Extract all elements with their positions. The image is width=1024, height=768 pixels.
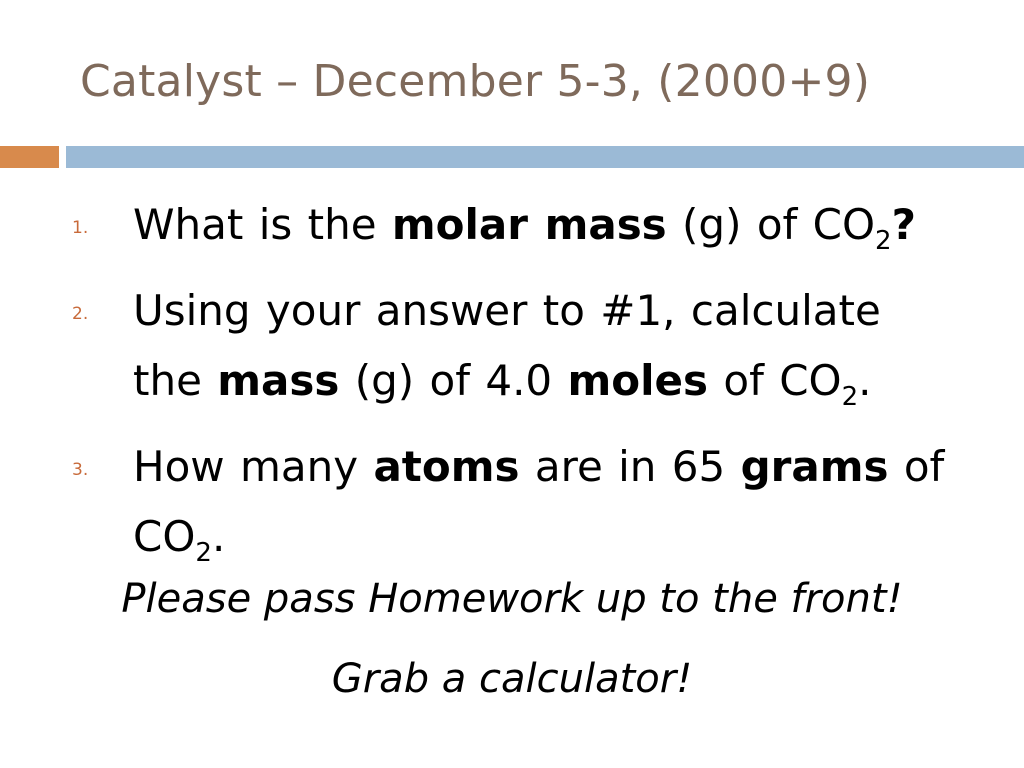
item-number: 3.: [72, 460, 89, 480]
text-fragment: How many: [133, 442, 374, 491]
calculator-reminder: Grab a calculator!: [331, 656, 693, 702]
question-item-1: [0, 190, 1024, 260]
text-fragment: of CO: [708, 356, 842, 405]
question-item-3: [0, 432, 1024, 572]
text-fragment: (g) of 4.0: [339, 356, 568, 405]
homework-reminder: Please pass Homework up to the front!: [121, 576, 903, 622]
item-number: 1.: [72, 218, 89, 238]
bold-term: moles: [567, 356, 709, 405]
text-fragment: ?: [891, 200, 916, 249]
question-text: [133, 432, 1000, 572]
accent-bar-left: [0, 146, 59, 168]
text-fragment: are in 65: [519, 442, 741, 491]
bold-term: atoms: [373, 442, 520, 491]
question-list: [0, 190, 1024, 588]
question-item-2: [0, 276, 1024, 416]
text-fragment: the: [133, 356, 218, 405]
slide-title: Catalyst – December 5-3, (2000+9): [80, 56, 871, 107]
bold-term: mass: [217, 356, 340, 405]
subscript: 2: [841, 382, 859, 412]
bold-term: grams: [740, 442, 889, 491]
subscript: 2: [875, 226, 892, 256]
text-fragment: (g) of CO: [666, 200, 876, 249]
text-fragment: Using your answer to #1, calculate: [133, 286, 881, 335]
bold-term: molar mass: [391, 200, 667, 249]
text-fragment: What is the: [133, 200, 392, 249]
question-text: [133, 190, 1000, 260]
item-number: 2.: [72, 304, 89, 324]
text-fragment: .: [858, 356, 872, 405]
text-fragment: .: [211, 512, 226, 561]
question-text: [133, 276, 1000, 416]
subscript: 2: [195, 538, 212, 568]
text-fragment: of: [888, 442, 945, 491]
accent-bar-right: [66, 146, 1024, 168]
text-fragment: CO: [133, 512, 196, 561]
